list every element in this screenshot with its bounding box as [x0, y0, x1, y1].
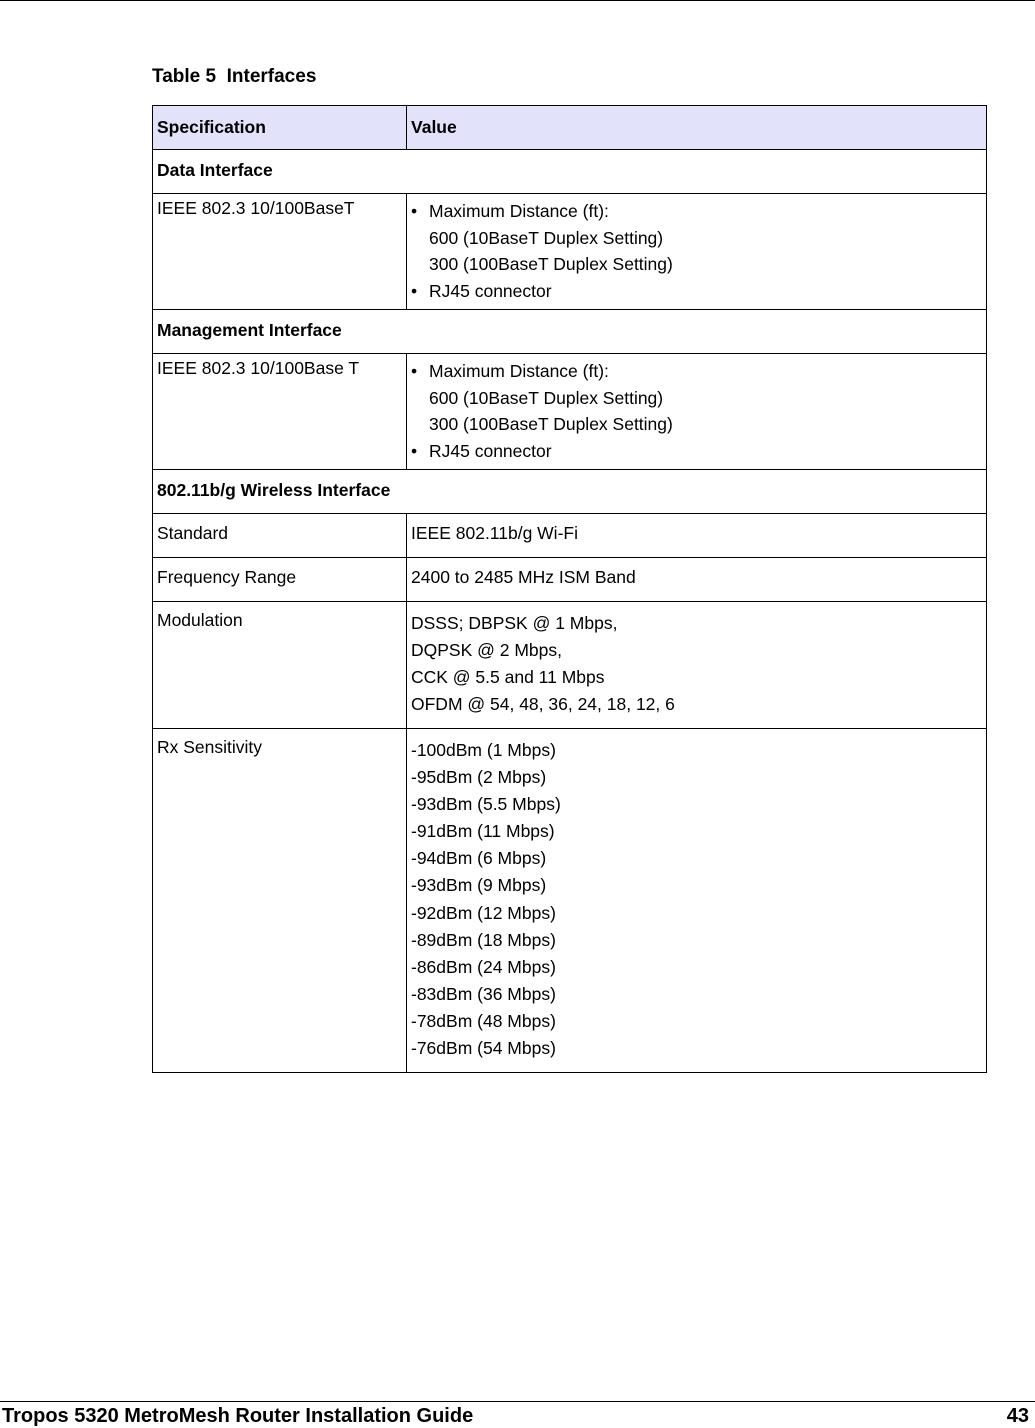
footer-rule — [0, 1401, 1035, 1402]
value-line: OFDM @ 54, 48, 36, 24, 18, 12, 6 — [411, 694, 675, 714]
table-row — [153, 729, 987, 1073]
value-line: -93dBm (5.5 Mbps) — [411, 794, 561, 815]
sub-item: 600 (10BaseT Duplex Setting) — [429, 387, 664, 408]
value-line: -86dBm (24 Mbps) — [411, 956, 556, 977]
page-number: 43 — [1006, 1405, 1029, 1427]
value-line: -78dBm (48 Mbps) — [411, 1010, 556, 1031]
bullet-text: RJ45 connector — [429, 440, 552, 461]
table-row — [153, 602, 987, 729]
bullet-item — [411, 278, 982, 305]
spec-cell: IEEE 802.3 10/100BaseT — [153, 194, 407, 310]
value-line: -95dBm (2 Mbps) — [411, 767, 547, 788]
section-row — [153, 310, 987, 354]
top-rule — [0, 0, 1035, 1]
table-row — [153, 558, 987, 602]
sub-item: 300 (100BaseT Duplex Setting) — [429, 254, 673, 274]
table-row — [153, 354, 987, 470]
table-caption: Table 5 Interfaces — [152, 66, 317, 87]
bullet-icon: • — [411, 201, 418, 221]
value-line: -83dBm (36 Mbps) — [411, 983, 556, 1004]
bullet-text: Maximum Distance (ft): — [429, 361, 609, 381]
bullet-text: RJ45 connector — [429, 280, 552, 301]
value-line: -76dBm (54 Mbps) — [411, 1038, 556, 1059]
value-line: -89dBm (18 Mbps) — [411, 929, 556, 950]
spec-cell: IEEE 802.3 10/100Base T — [153, 354, 407, 470]
table-row — [153, 194, 987, 310]
bullet-item — [411, 198, 982, 225]
section-row — [153, 150, 987, 194]
bullet-item — [411, 358, 982, 385]
value-line: CCK @ 5.5 and 11 Mbps — [411, 667, 605, 687]
table-row — [153, 514, 987, 558]
value-cell — [407, 354, 987, 470]
bullet-item — [411, 438, 982, 465]
value-cell: IEEE 802.11b/g Wi-Fi — [407, 514, 987, 558]
section-wireless-interface: 802.11b/g Wireless Interface — [153, 470, 987, 514]
header-value: Value — [407, 106, 987, 150]
header-specification: Specification — [153, 106, 407, 150]
section-management-interface: Management Interface — [153, 310, 987, 354]
section-data-interface: Data Interface — [153, 150, 987, 194]
bullet-icon: • — [411, 440, 418, 461]
header-row — [153, 106, 987, 150]
value-line: -94dBm (6 Mbps) — [411, 848, 547, 869]
footer-title: Tropos 5320 MetroMesh Router Installation Guide — [2, 1405, 474, 1427]
sub-item: 300 (100BaseT Duplex Setting) — [429, 414, 673, 434]
bullet-icon: • — [411, 280, 418, 301]
value-line: -93dBm (9 Mbps) — [411, 875, 547, 896]
value-cell — [407, 602, 987, 729]
spec-cell: Frequency Range — [153, 558, 407, 602]
value-cell: 2400 to 2485 MHz ISM Band — [407, 558, 987, 602]
value-line: -91dBm (11 Mbps) — [411, 821, 555, 842]
spec-cell: Modulation — [153, 602, 407, 729]
value-cell — [407, 729, 987, 1073]
bullet-text: Maximum Distance (ft): — [429, 201, 609, 221]
value-line: DSSS; DBPSK @ 1 Mbps, — [411, 613, 618, 633]
interfaces-table — [152, 105, 987, 1073]
section-row — [153, 470, 987, 514]
spec-cell: Rx Sensitivity — [153, 729, 407, 1073]
bullet-icon: • — [411, 361, 418, 381]
sub-item: 600 (10BaseT Duplex Setting) — [429, 227, 664, 248]
value-line: DQPSK @ 2 Mbps, — [411, 640, 563, 660]
spec-cell: Standard — [153, 514, 407, 558]
value-line: -100dBm (1 Mbps) — [411, 740, 556, 760]
value-cell — [407, 194, 987, 310]
value-line: -92dBm (12 Mbps) — [411, 902, 556, 923]
